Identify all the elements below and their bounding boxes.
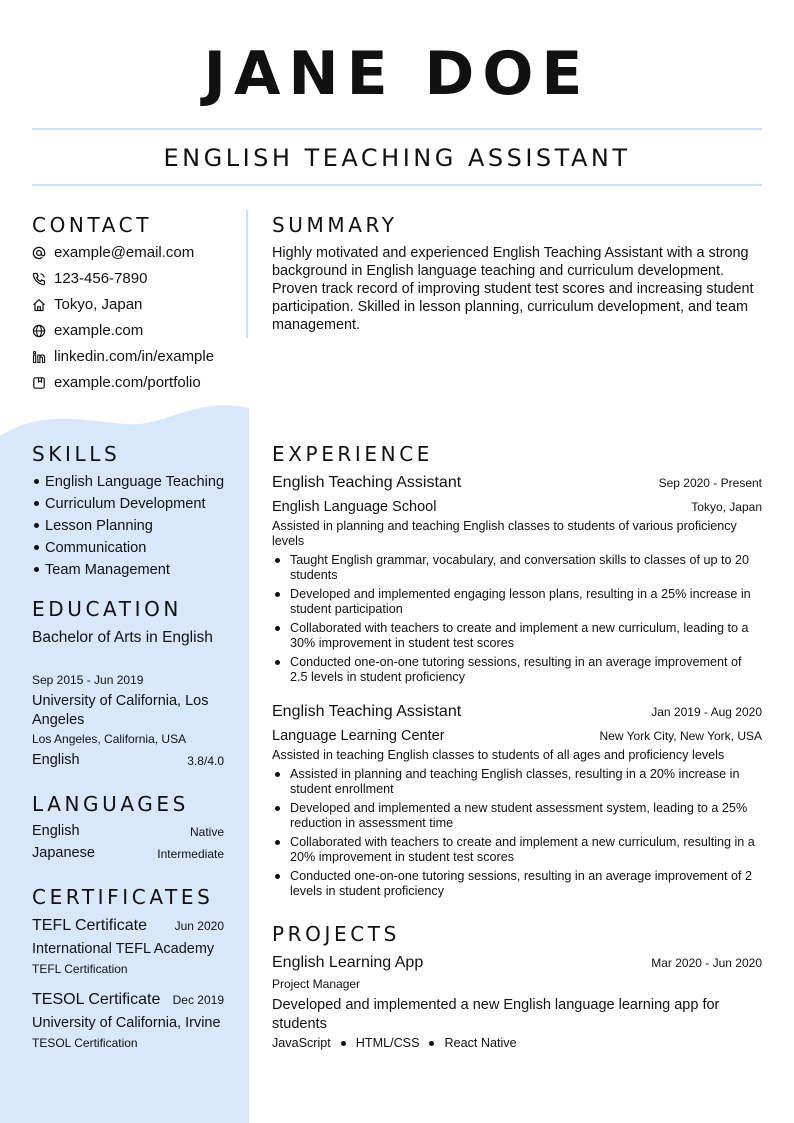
contact-website-text: example.com: [54, 322, 144, 339]
job-title: ENGLISH TEACHING ASSISTANT: [163, 144, 631, 172]
header-bottom-rule: [32, 184, 762, 186]
contact-location-text: Tokyo, Japan: [54, 296, 143, 313]
phone-icon: [32, 272, 46, 286]
job-description: Assisted in planning and teaching English classes to students of various proficiency levels: [272, 519, 737, 548]
job-company: English Language School: [272, 499, 437, 515]
project-tag: JavaScript: [272, 1036, 331, 1050]
job-location: New York City, New York, USA: [599, 729, 762, 743]
skill-item: Team Management: [32, 559, 170, 581]
project-dates: Mar 2020 - Jun 2020: [651, 956, 762, 970]
education-gpa: 3.8/4.0: [187, 754, 224, 768]
certificate-type: TEFL Certification: [32, 962, 128, 976]
portfolio-icon: [32, 376, 46, 390]
skill-item: Communication: [32, 537, 146, 559]
certificate-type: TESOL Certification: [32, 1036, 138, 1050]
contact-portfolio[interactable]: [32, 372, 201, 394]
education-school: University of California, Los Angeles: [32, 693, 209, 728]
education-field: English: [32, 752, 80, 768]
contact-phone[interactable]: [32, 268, 147, 290]
job-role: English Teaching Assistant: [272, 474, 462, 491]
job-role: English Teaching Assistant: [272, 703, 462, 720]
summary-text: Highly motivated and experienced English Teaching Assistant with a strong background in English language teaching and curriculum development. Proven track record of improving student test scores and increasing student participation. Skilled in lesson planning, curriculum development, and team management.: [272, 245, 754, 333]
projects-section-title: PROJECTS: [272, 922, 400, 946]
contact-phone-text: 123-456-7890: [54, 270, 148, 287]
project-name: English Learning App: [272, 954, 424, 971]
at-icon: [32, 246, 46, 260]
project-description: Developed and implemented a new English language learning app for students: [272, 997, 720, 1032]
contact-website[interactable]: [32, 320, 143, 342]
job-bullet: Developed and implemented engaging lesson plans, resulting in a 25% increase in student participation: [272, 587, 762, 617]
job-dates: Jan 2019 - Aug 2020: [651, 705, 762, 719]
education-dates: Sep 2015 - Jun 2019: [32, 673, 144, 687]
job-bullet: Conducted one-on-one tutoring sessions, resulting in an average improvement of 2.5 levels in student proficiency: [272, 655, 762, 685]
certificate-issuer: International TEFL Academy: [32, 941, 215, 957]
contact-linkedin-text: linkedin.com/in/example: [54, 348, 215, 365]
experience-section-title: EXPERIENCE: [272, 442, 434, 466]
contact-location: [32, 294, 142, 316]
candidate-name: JANE DOE: [203, 39, 591, 109]
job-bullet: Collaborated with teachers to create and implement a new curriculum, leading to a 30% improvement in student test scores: [272, 621, 762, 651]
language-level: Native: [189, 825, 224, 839]
contact-email[interactable]: [32, 242, 194, 264]
skills-section-title: SKILLS: [32, 442, 121, 466]
job-description: Assisted in teaching English classes to students of all ages and proficiency levels: [272, 748, 725, 762]
summary-section-title: SUMMARY: [272, 213, 398, 237]
contact-section-title: CONTACT: [32, 213, 153, 237]
globe-icon: [32, 324, 46, 338]
certificate-issuer: University of California, Irvine: [32, 1015, 221, 1031]
home-icon: [32, 298, 46, 312]
education-section-title: EDUCATION: [32, 597, 182, 621]
languages-section-title: LANGUAGES: [32, 792, 189, 816]
certificate-name: TEFL Certificate: [32, 917, 147, 934]
job-bullet: Conducted one-on-one tutoring sessions, resulting in an average improvement of 2 levels in student proficiency: [272, 869, 762, 899]
job-company: Language Learning Center: [272, 728, 445, 744]
language-name: Japanese: [32, 845, 95, 861]
job-bullet: Developed and implemented a new student assessment system, leading to a 25% reduction in assessment time: [272, 801, 762, 831]
certificate-name: TESOL Certificate: [32, 991, 161, 1008]
header-top-rule: [32, 128, 762, 130]
job-bullet: Collaborated with teachers to create and implement a new curriculum, resulting in a 20% improvement in student test scores: [272, 835, 762, 865]
project-tags: [272, 1035, 517, 1052]
certificate-date: Dec 2019: [172, 993, 224, 1007]
project-tag: HTML/CSS: [355, 1036, 420, 1050]
skill-item: Lesson Planning: [32, 515, 153, 537]
certificate-date: Jun 2020: [174, 919, 224, 933]
linkedin-icon: [32, 350, 46, 364]
education-location: Los Angeles, California, USA: [32, 732, 187, 746]
job-bullet: Assisted in planning and teaching English classes, resulting in a 20% increase in student enrollment: [272, 767, 762, 797]
contact-linkedin[interactable]: [32, 346, 214, 368]
skill-item: English Language Teaching: [32, 471, 224, 493]
language-name: English: [32, 823, 80, 839]
job-dates: Sep 2020 - Present: [658, 476, 762, 490]
contact-email-text: example@email.com: [54, 244, 195, 261]
project-tag: React Native: [444, 1036, 517, 1050]
project-role: Project Manager: [272, 977, 361, 991]
skill-item: Curriculum Development: [32, 493, 206, 515]
language-level: Intermediate: [157, 847, 224, 861]
job-location: Tokyo, Japan: [691, 500, 762, 514]
job-bullet: Taught English grammar, vocabulary, and conversation skills to classes of up to 20 students: [272, 553, 762, 583]
column-divider: [246, 210, 248, 338]
certificates-section-title: CERTIFICATES: [32, 885, 214, 909]
education-degree: Bachelor of Arts in English: [32, 629, 213, 646]
contact-portfolio-text: example.com/portfolio: [54, 374, 201, 391]
